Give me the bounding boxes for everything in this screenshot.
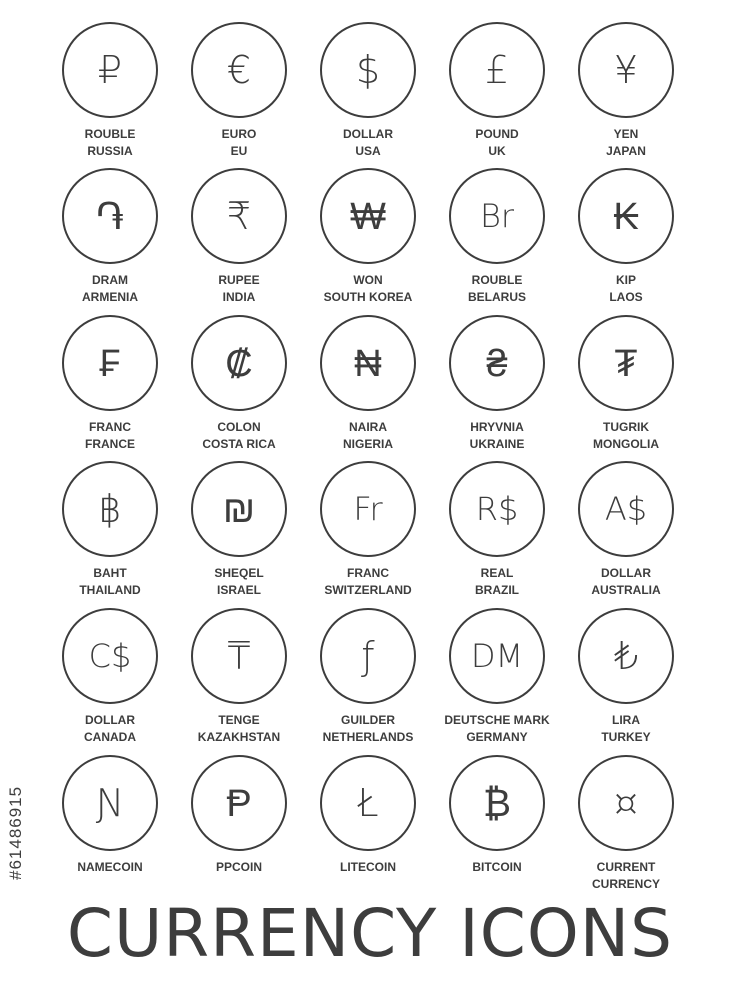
currency-label [176,272,302,306]
currency-symbol: ₴ [486,341,508,385]
currency-name: DOLLAR [85,713,135,727]
currency-region: SOUTH KOREA [323,290,413,304]
currency-name: SHEQEL [214,566,264,580]
currency-name: DEUTSCHE MARK [444,713,550,727]
currency-symbol: ₣ [99,341,121,385]
currency-symbol: ₭ [613,194,639,238]
currency-symbol-icon [320,461,416,557]
currency-label [563,272,689,306]
page-title: CURRENCY ICONS [66,895,674,972]
currency-symbol: R$ [475,490,519,528]
currency-region: SWITZERLAND [324,583,412,597]
currency-region: RUSSIA [87,144,133,158]
currency-symbol-icon [320,315,416,411]
currency-label [434,419,560,453]
currency-name: LIRA [612,713,640,727]
currency-symbol-icon [191,755,287,851]
currency-label [434,712,560,746]
currency-name: KIP [615,273,636,287]
currency-name: PPCOIN [215,860,262,874]
currency-symbol: ₦ [354,341,382,385]
currency-region: CANADA [84,730,136,744]
currency-region: AUSTRALIA [591,583,661,597]
currency-name: EURO [221,127,257,141]
currency-name: FRANC [89,420,131,434]
currency-symbol-icon [320,608,416,704]
currency-symbol: Ł [357,781,379,825]
currency-label [563,565,689,599]
currency-region: NIGERIA [342,437,393,451]
currency-symbol-icon [578,755,674,851]
currency-region: BELARUS [467,290,526,304]
currency-region: CURRENCY [591,877,660,891]
currency-symbol: ₹ [226,194,252,238]
currency-symbol-icon [62,315,158,411]
currency-symbol-icon [578,608,674,704]
currency-label [47,272,173,306]
currency-symbol-icon [449,315,545,411]
currency-label [305,272,431,306]
currency-symbol: Ᵽ [226,781,252,825]
currency-symbol-icon [449,461,545,557]
currency-symbol: DM [470,637,524,675]
currency-symbol-icon [191,315,287,411]
currency-label [47,565,173,599]
currency-symbol-icon [578,315,674,411]
currency-symbol-icon [62,461,158,557]
currency-symbol-icon [578,22,674,118]
currency-symbol-icon [62,22,158,118]
currency-region: KAZAKHSTAN [197,730,281,744]
currency-region: UKRAINE [469,437,525,451]
currency-region: BRAZIL [475,583,519,597]
currency-region: ISRAEL [216,583,261,597]
currency-name: FRANC [347,566,389,580]
currency-symbol-icon [449,755,545,851]
currency-symbol-icon [320,168,416,264]
currency-symbol-icon [578,461,674,557]
currency-symbol-icon [320,755,416,851]
currency-label [434,565,560,599]
currency-name: DOLLAR [343,127,393,141]
currency-symbol-icon [62,168,158,264]
currency-region: GERMANY [466,730,528,744]
currency-name: ROUBLE [84,127,136,141]
currency-label [176,565,302,599]
currency-region: UK [488,144,506,158]
currency-name: WON [353,273,383,287]
currency-name: NAMECOIN [77,860,143,874]
currency-region: MONGOLIA [593,437,659,451]
currency-label [176,859,302,876]
currency-label [434,126,560,160]
currency-symbol: ֏ [96,194,124,238]
currency-label [305,859,431,876]
currency-name: POUND [475,127,519,141]
currency-symbol: ฿ [97,487,123,531]
currency-name: CURRENT [596,860,656,874]
currency-name: REAL [480,566,514,580]
currency-symbol: A$ [604,490,648,528]
currency-symbol: ₸ [226,634,252,678]
currency-region: ARMENIA [82,290,138,304]
currency-label [176,419,302,453]
currency-symbol: ¤ [613,781,639,825]
currency-region: USA [355,144,381,158]
currency-label [563,712,689,746]
currency-name: TENGE [218,713,260,727]
currency-symbol: Br [479,197,515,235]
currency-symbol-icon [578,168,674,264]
currency-label [563,419,689,453]
currency-region: LAOS [609,290,643,304]
currency-region: COSTA RICA [202,437,276,451]
currency-name: TUGRIK [603,420,649,434]
currency-symbol: Fr [353,490,383,528]
currency-symbol: ƒ [361,634,375,678]
currency-label [176,712,302,746]
currency-symbol-icon [62,608,158,704]
currency-region: THAILAND [79,583,141,597]
currency-name: YEN [613,127,639,141]
currency-label [434,859,560,876]
currency-region: EU [230,144,248,158]
currency-name: LITECOIN [340,860,396,874]
currency-name: HRYVNIA [470,420,524,434]
currency-symbol: $ [355,48,381,92]
currency-name: RUPEE [218,273,260,287]
currency-label [47,859,173,876]
currency-symbol: ₮ [614,341,638,385]
currency-name: COLON [217,420,261,434]
currency-label [176,126,302,160]
currency-label [563,859,689,893]
currency-symbol-icon [449,608,545,704]
currency-symbol: Ɲ [95,781,125,825]
currency-symbol: ₪ [222,487,256,531]
stock-id-label: #61486915 [6,785,25,880]
currency-name: NAIRA [349,420,387,434]
currency-region: TURKEY [601,730,651,744]
currency-label [563,126,689,160]
currency-symbol: ₽ [97,48,123,92]
currency-name: GUILDER [341,713,395,727]
currency-label [47,419,173,453]
currency-symbol: ₡ [225,341,253,385]
currency-region: JAPAN [606,144,646,158]
currency-label [305,419,431,453]
currency-label [305,565,431,599]
currency-symbol-icon [191,608,287,704]
currency-region: INDIA [222,290,256,304]
currency-symbol: ₩ [350,194,386,238]
currency-label [47,712,173,746]
currency-symbol: £ [484,48,510,92]
currency-symbol: ¥ [613,48,639,92]
currency-symbol: C$ [88,637,132,675]
currency-name: DOLLAR [601,566,651,580]
currency-symbol: € [226,48,252,92]
currency-symbol-icon [191,168,287,264]
currency-name: BITCOIN [472,860,522,874]
currency-symbol: ₺ [613,634,639,678]
currency-label [305,712,431,746]
currency-name: DRAM [92,273,128,287]
currency-region: NETHERLANDS [322,730,414,744]
currency-symbol-icon [191,461,287,557]
currency-region: FRANCE [85,437,135,451]
currency-label [434,272,560,306]
currency-symbol-icon [449,22,545,118]
currency-symbol-icon [320,22,416,118]
currency-label [47,126,173,160]
currency-label [305,126,431,160]
currency-symbol-icon [62,755,158,851]
currency-name: ROUBLE [471,273,523,287]
currency-symbol-icon [449,168,545,264]
currency-symbol-icon [191,22,287,118]
currency-symbol: ₿ [482,781,512,825]
currency-name: BAHT [93,566,127,580]
